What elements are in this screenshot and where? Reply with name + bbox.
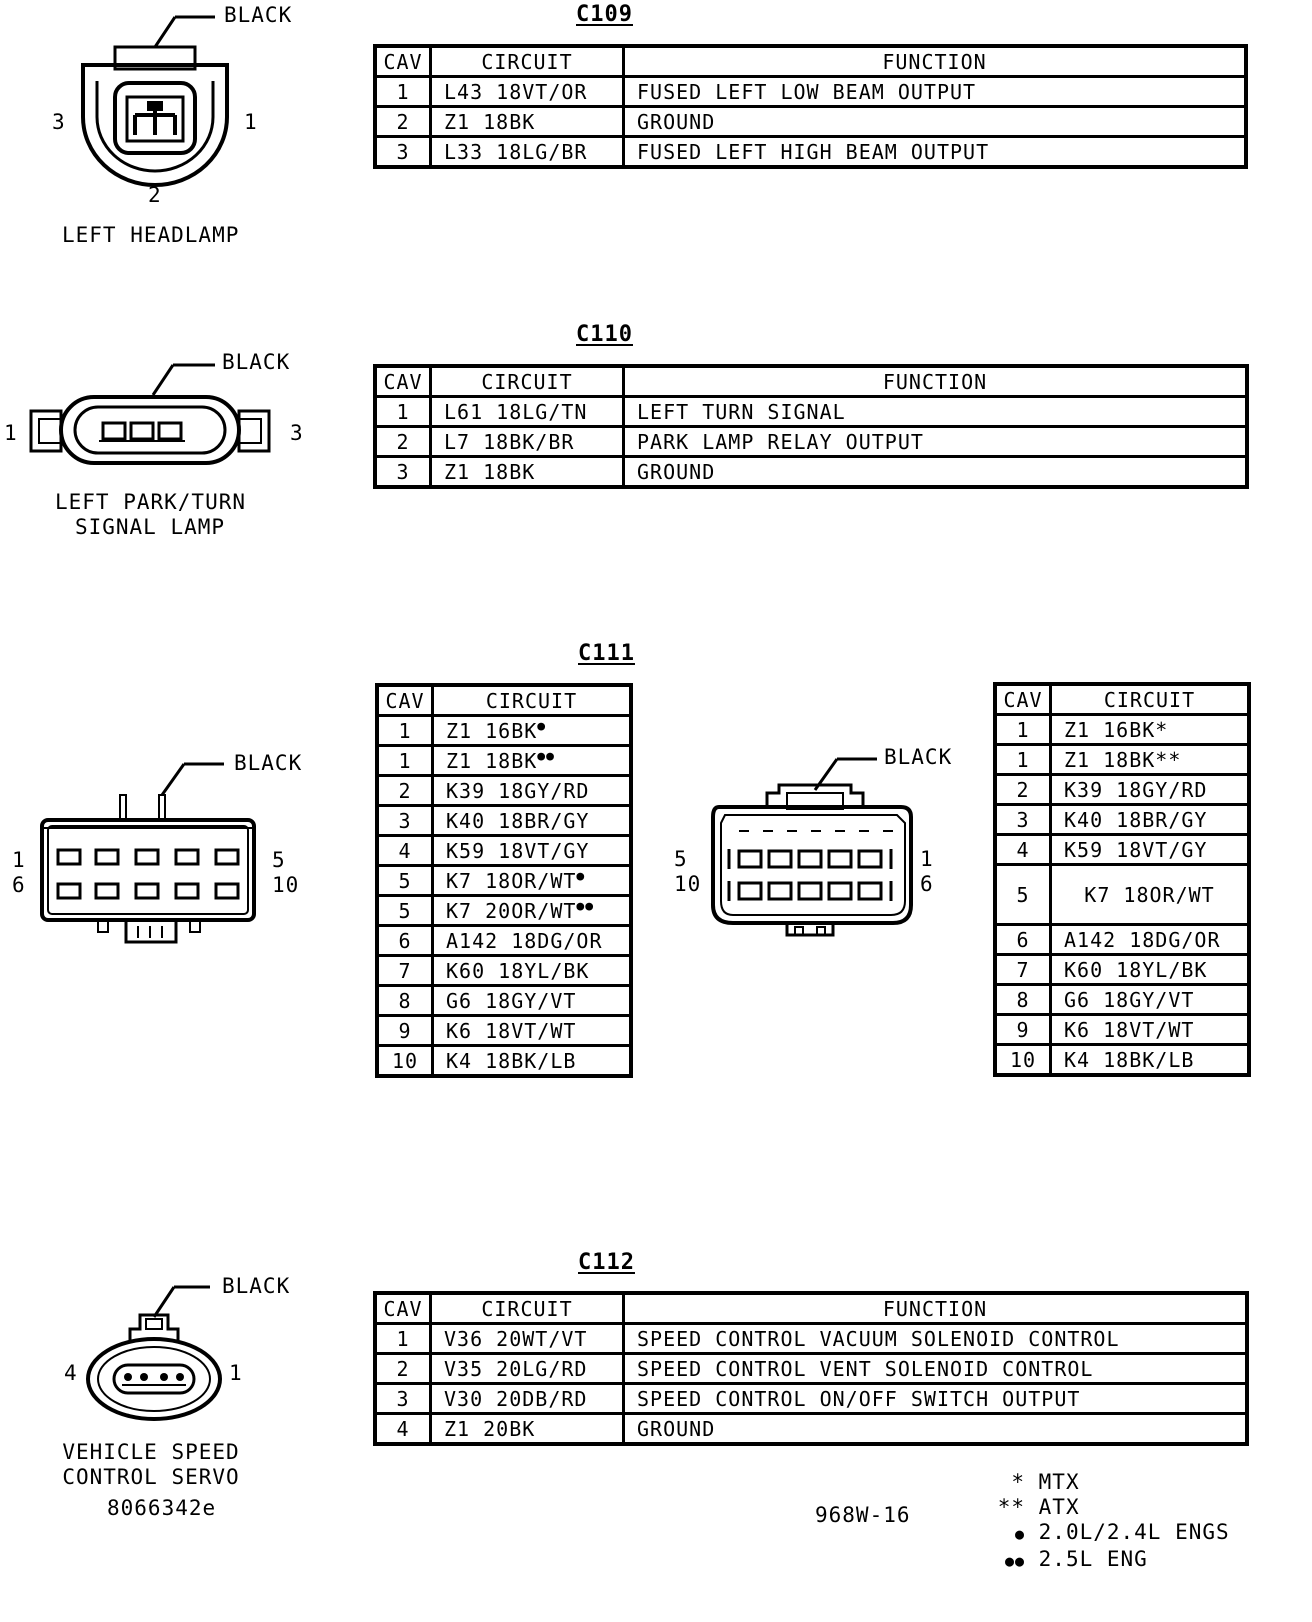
circuit-cell: K59 18VT/GY [1051, 835, 1250, 865]
c111-left-connector-icon [38, 750, 268, 950]
c109-title: C109 [576, 2, 633, 27]
cav-cell: 2 [375, 107, 431, 137]
legend-symbol: ●● [1004, 1552, 1025, 1570]
c109-pinout-table [373, 44, 1248, 169]
c111-left-color-label: BLACK [234, 751, 303, 775]
column-header-circuit: CIRCUIT [433, 685, 632, 716]
circuit-cell: K6 18VT/WT [433, 1016, 632, 1046]
cav-cell: 6 [995, 925, 1051, 955]
table-row [375, 1384, 1247, 1414]
circuit-cell [433, 716, 632, 746]
cav-cell: 6 [377, 926, 433, 956]
circuit-cell: G6 18GY/VT [1051, 985, 1250, 1015]
circuit-cell: A142 18DG/OR [1051, 925, 1250, 955]
circuit-cell: L61 18LG/TN [431, 397, 624, 427]
circuit-cell: K7 18OR/WT [1051, 865, 1250, 925]
cav-cell: 4 [375, 1414, 431, 1445]
function-cell: SPEED CONTROL ON/OFF SWITCH OUTPUT [624, 1384, 1248, 1414]
table-header-row [375, 366, 1247, 397]
cav-cell: 7 [995, 955, 1051, 985]
table-row [377, 896, 631, 926]
circuit-cell: Z1 18BK [431, 107, 624, 137]
circuit-cell: A142 18DG/OR [433, 926, 632, 956]
function-cell: SPEED CONTROL VACUUM SOLENOID CONTROL [624, 1324, 1248, 1354]
circuit-cell: V35 20LG/RD [431, 1354, 624, 1384]
column-header-circuit: CIRCUIT [431, 366, 624, 397]
function-cell: GROUND [624, 107, 1247, 137]
table-row [995, 715, 1249, 745]
cav-cell: 2 [377, 776, 433, 806]
legend-item [985, 1470, 1230, 1495]
column-header-cav: CAV [995, 684, 1051, 715]
c111-left-pinout-table [375, 683, 633, 1078]
circuit-cell: L33 18LG/BR [431, 137, 624, 168]
table-row [377, 716, 631, 746]
table-row [375, 1414, 1247, 1445]
table-row [995, 865, 1249, 925]
table-row [377, 1016, 631, 1046]
legend-text: MTX [1038, 1470, 1080, 1494]
circuit-cell: K40 18BR/GY [1051, 805, 1250, 835]
c111-right-pin-label-5: 5 [674, 847, 688, 871]
table-row [995, 985, 1249, 1015]
cav-cell: 2 [375, 1354, 431, 1384]
cav-cell: 3 [995, 805, 1051, 835]
cav-cell: 5 [377, 866, 433, 896]
table-row [377, 836, 631, 866]
circuit-cell: Z1 20BK [431, 1414, 624, 1445]
circuit-cell: K60 18YL/BK [1051, 955, 1250, 985]
circuit-cell: L7 18BK/BR [431, 427, 624, 457]
cav-cell: 3 [375, 137, 431, 168]
table-row [375, 77, 1246, 107]
table-header-row [375, 46, 1246, 77]
circuit-cell: V36 20WT/VT [431, 1324, 624, 1354]
cav-cell: 4 [377, 836, 433, 866]
c109-pin-label-3: 3 [52, 110, 66, 134]
legend [985, 1470, 1230, 1574]
c109-pin-label-2: 2 [148, 183, 162, 207]
column-header-circuit: CIRCUIT [431, 1293, 624, 1324]
cav-cell: 1 [995, 745, 1051, 775]
cav-cell: 3 [375, 1384, 431, 1414]
column-header-circuit: CIRCUIT [431, 46, 624, 77]
circuit-cell [433, 896, 632, 926]
function-cell: PARK LAMP RELAY OUTPUT [624, 427, 1248, 457]
table-row [377, 746, 631, 776]
cav-cell: 1 [377, 716, 433, 746]
cav-cell: 3 [377, 806, 433, 836]
c111-right-connector-icon [705, 745, 935, 945]
c110-name-line2: SIGNAL LAMP [74, 515, 226, 539]
circuit-cell: V30 20DB/RD [431, 1384, 624, 1414]
left-headlamp-connector-icon [75, 5, 235, 185]
c112-color-label: BLACK [222, 1274, 291, 1298]
table-row [375, 1324, 1247, 1354]
circuit-cell: Z1 18BK** [1051, 745, 1250, 775]
c110-pin-label-3: 3 [290, 421, 304, 445]
circuit-code: K7 18OR/WT [446, 868, 577, 893]
circuit-cell: Z1 16BK* [1051, 715, 1250, 745]
legend-item [985, 1520, 1230, 1547]
c112-name-line2: CONTROL SERVO [62, 1465, 240, 1489]
engine-mark: ●● [576, 898, 595, 914]
c110-title: C110 [576, 322, 633, 347]
legend-item [985, 1495, 1230, 1520]
circuit-cell: K39 18GY/RD [433, 776, 632, 806]
c112-pin-label-4: 4 [64, 1361, 78, 1385]
circuit-cell: K59 18VT/GY [433, 836, 632, 866]
table-row [375, 427, 1247, 457]
c111-right-color-label: BLACK [884, 745, 953, 769]
circuit-cell: K39 18GY/RD [1051, 775, 1250, 805]
circuit-cell [433, 866, 632, 896]
table-row [995, 1015, 1249, 1045]
table-row [995, 925, 1249, 955]
c111-right-pin-label-6: 6 [920, 872, 934, 896]
c112-pinout-table [373, 1291, 1249, 1446]
table-row [995, 745, 1249, 775]
cav-cell: 1 [375, 77, 431, 107]
table-row [377, 956, 631, 986]
circuit-cell: L43 18VT/OR [431, 77, 624, 107]
engine-mark: ● [537, 718, 547, 734]
legend-symbol: * [1011, 1470, 1025, 1494]
function-cell: GROUND [624, 1414, 1248, 1445]
cav-cell: 1 [377, 746, 433, 776]
circuit-cell: K4 18BK/LB [1051, 1045, 1250, 1076]
c112-pin-label-1: 1 [229, 1361, 243, 1385]
c110-connector-name [55, 490, 245, 540]
column-header-cav: CAV [375, 46, 431, 77]
figure-number: 968W-16 [815, 1503, 911, 1527]
c111-left-pin-label-6: 6 [12, 873, 26, 897]
table-row [995, 805, 1249, 835]
vehicle-speed-control-servo-connector-icon [78, 1275, 238, 1425]
table-row [375, 1354, 1247, 1384]
table-row [377, 776, 631, 806]
cav-cell: 5 [377, 896, 433, 926]
circuit-cell: K40 18BR/GY [433, 806, 632, 836]
table-row [375, 107, 1246, 137]
legend-symbol: ** [997, 1495, 1025, 1519]
table-row [377, 926, 631, 956]
table-row [375, 457, 1247, 488]
cav-cell: 1 [375, 1324, 431, 1354]
function-cell: GROUND [624, 457, 1248, 488]
c109-color-label: BLACK [224, 3, 293, 27]
c110-pinout-table [373, 364, 1249, 489]
table-header-row [377, 685, 631, 716]
table-header-row [375, 1293, 1247, 1324]
cav-cell: 8 [377, 986, 433, 1016]
engine-mark: ●● [537, 748, 555, 764]
c111-left-pin-label-1: 1 [12, 848, 26, 872]
table-row [995, 775, 1249, 805]
c110-pin-label-1: 1 [4, 421, 18, 445]
table-row [995, 835, 1249, 865]
cav-cell: 1 [995, 715, 1051, 745]
c111-right-pinout-table [993, 682, 1251, 1077]
legend-text: ATX [1038, 1495, 1080, 1519]
cav-cell: 10 [995, 1045, 1051, 1076]
column-header-cav: CAV [375, 366, 431, 397]
table-row [377, 866, 631, 896]
table-row [995, 1045, 1249, 1076]
part-number: 8066342e [107, 1496, 217, 1520]
function-cell: FUSED LEFT HIGH BEAM OUTPUT [624, 137, 1247, 168]
column-header-function: FUNCTION [624, 366, 1248, 397]
c111-right-pin-label-1: 1 [920, 847, 934, 871]
cav-cell: 2 [995, 775, 1051, 805]
cav-cell: 9 [995, 1015, 1051, 1045]
table-row [375, 397, 1247, 427]
table-row [377, 1046, 631, 1077]
c111-left-pin-label-10: 10 [272, 873, 300, 897]
circuit-cell: K6 18VT/WT [1051, 1015, 1250, 1045]
cav-cell: 7 [377, 956, 433, 986]
table-row [995, 955, 1249, 985]
c112-title: C112 [578, 1250, 635, 1275]
column-header-function: FUNCTION [624, 1293, 1248, 1324]
c112-name-line1: VEHICLE SPEED [62, 1440, 240, 1464]
legend-item [985, 1547, 1230, 1574]
cav-cell: 8 [995, 985, 1051, 1015]
table-header-row [995, 684, 1249, 715]
c110-name-line1: LEFT PARK/TURN [55, 490, 247, 514]
column-header-circuit: CIRCUIT [1051, 684, 1250, 715]
cav-cell: 1 [375, 397, 431, 427]
cav-cell: 2 [375, 427, 431, 457]
c109-connector-name: LEFT HEADLAMP [62, 223, 240, 247]
legend-text: 2.0L/2.4L ENGS [1038, 1520, 1230, 1544]
circuit-code: K7 20OR/WT [446, 898, 577, 923]
circuit-cell: K60 18YL/BK [433, 956, 632, 986]
c112-connector-name [62, 1440, 240, 1490]
column-header-cav: CAV [375, 1293, 431, 1324]
circuit-cell: G6 18GY/VT [433, 986, 632, 1016]
circuit-code: Z1 16BK [446, 718, 538, 743]
function-cell: LEFT TURN SIGNAL [624, 397, 1248, 427]
c109-pin-label-1: 1 [244, 110, 258, 134]
cav-cell: 5 [995, 865, 1051, 925]
c111-left-pin-label-5: 5 [272, 848, 286, 872]
c111-title: C111 [578, 641, 635, 666]
column-header-function: FUNCTION [624, 46, 1247, 77]
circuit-cell: Z1 18BK [431, 457, 624, 488]
column-header-cav: CAV [377, 685, 433, 716]
table-row [377, 806, 631, 836]
c110-color-label: BLACK [222, 350, 291, 374]
function-cell: SPEED CONTROL VENT SOLENOID CONTROL [624, 1354, 1248, 1384]
cav-cell: 3 [375, 457, 431, 488]
legend-symbol: ● [1014, 1525, 1025, 1543]
function-cell: FUSED LEFT LOW BEAM OUTPUT [624, 77, 1247, 107]
cav-cell: 4 [995, 835, 1051, 865]
engine-mark: ● [576, 868, 586, 884]
circuit-cell: K4 18BK/LB [433, 1046, 632, 1077]
legend-text: 2.5L ENG [1038, 1547, 1148, 1571]
c111-right-pin-label-10: 10 [674, 872, 702, 896]
table-row [377, 986, 631, 1016]
circuit-code: Z1 18BK [446, 748, 538, 773]
cav-cell: 9 [377, 1016, 433, 1046]
table-row [375, 137, 1246, 168]
circuit-cell [433, 746, 632, 776]
cav-cell: 10 [377, 1046, 433, 1077]
